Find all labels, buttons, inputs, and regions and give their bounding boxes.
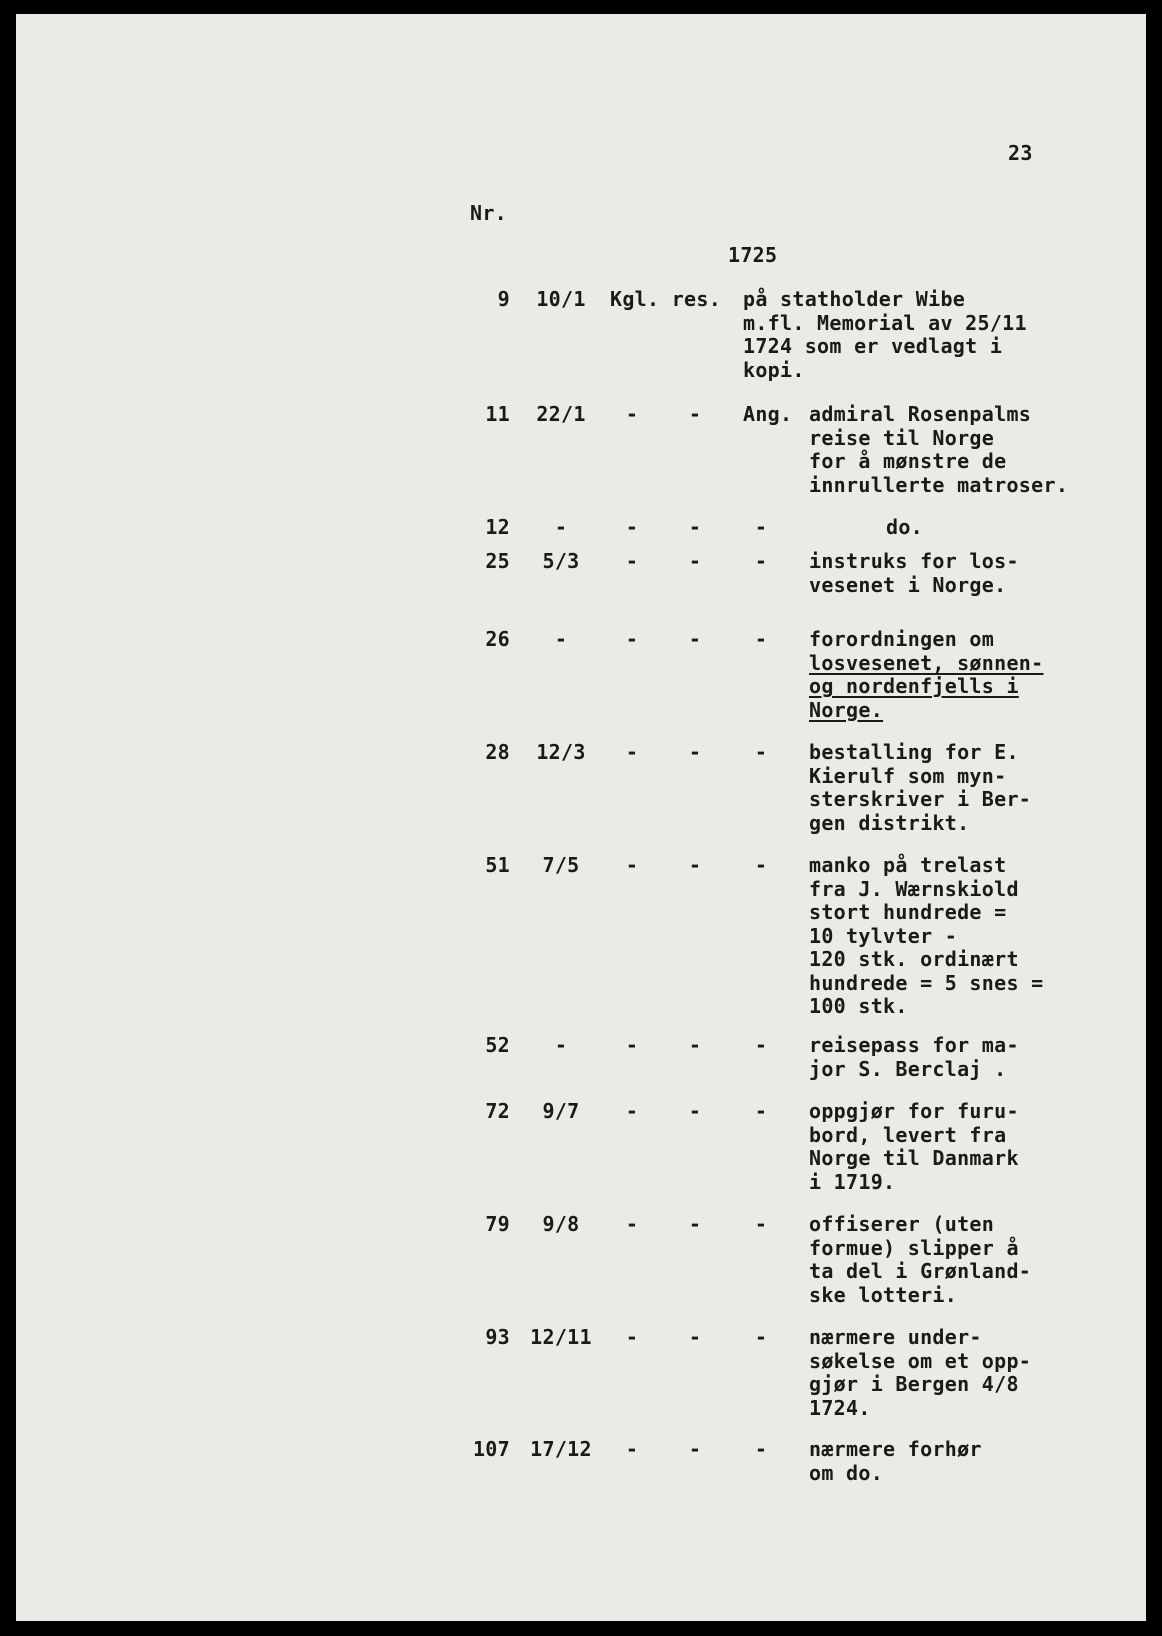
ditto-mark: -: [625, 1099, 639, 1123]
entry-description: offiserer (uten formue) slipper å ta del i Grønland- ske lotteri.: [809, 1212, 1032, 1307]
ditto-mark: -: [688, 1437, 702, 1461]
page-number: 23: [1008, 141, 1033, 165]
ditto-mark: -: [754, 549, 768, 573]
ditto-mark: -: [754, 515, 768, 539]
ditto-mark: -: [625, 515, 639, 539]
ditto-mark: -: [625, 402, 639, 426]
entry-number: 93: [485, 1325, 510, 1349]
entry-subtype: Ang.: [743, 402, 793, 426]
entry-number: 72: [485, 1099, 510, 1123]
entry-date: 9/8: [542, 1212, 580, 1236]
entry-number: 28: [485, 740, 510, 764]
ditto-mark: -: [754, 853, 768, 877]
entry-date: -: [554, 627, 568, 651]
entry-date: -: [554, 1033, 568, 1057]
entry-description: manko på trelast fra J. Wærnskiold stort hundrede = 10 tylvter - 120 stk. ordinært hundrede = 5 snes = 100 stk.: [809, 853, 1044, 1018]
entry-number: 25: [485, 549, 510, 573]
ditto-mark: -: [754, 1033, 768, 1057]
ditto-mark: -: [625, 549, 639, 573]
ditto-mark: -: [754, 1212, 768, 1236]
ditto-mark: -: [754, 1437, 768, 1461]
entry-type: Kgl. res.: [610, 287, 722, 311]
ditto-mark: -: [688, 1033, 702, 1057]
entry-description: do.: [886, 515, 924, 539]
entry-date: 5/3: [542, 549, 580, 573]
entry-number: 79: [485, 1212, 510, 1236]
entry-description: forordningen om losvesenet, sønnen- og nordenfjells i Norge.: [809, 627, 1044, 722]
ditto-mark: -: [688, 1212, 702, 1236]
entry-number: 9: [497, 287, 510, 311]
ditto-mark: -: [625, 1033, 639, 1057]
entry-date: 9/7: [542, 1099, 580, 1123]
entry-description: nærmere forhør om do.: [809, 1437, 982, 1485]
entry-description: admiral Rosenpalms reise til Norge for å mønstre de innrullerte matroser.: [809, 402, 1069, 497]
entry-description: bestalling for E. Kierulf som myn- sterskriver i Ber- gen distrikt.: [809, 740, 1032, 835]
ditto-mark: -: [625, 627, 639, 651]
entry-date: -: [554, 515, 568, 539]
entry-number: 12: [485, 515, 510, 539]
ditto-mark: -: [688, 740, 702, 764]
ditto-mark: -: [625, 1212, 639, 1236]
entry-date: 12/3: [536, 740, 586, 764]
year-heading: 1725: [728, 243, 778, 267]
entry-description: på statholder Wibe m.fl. Memorial av 25/11 1724 som er vedlagt i kopi.: [743, 287, 1027, 382]
ditto-mark: -: [688, 402, 702, 426]
ditto-mark: -: [625, 1437, 639, 1461]
entry-number: 11: [485, 402, 510, 426]
ditto-mark: -: [688, 515, 702, 539]
entry-date: 10/1: [536, 287, 586, 311]
ditto-mark: -: [754, 1099, 768, 1123]
column-header-nr: Nr.: [470, 201, 508, 225]
ditto-mark: -: [625, 1325, 639, 1349]
entry-number: 52: [485, 1033, 510, 1057]
ditto-mark: -: [754, 627, 768, 651]
entry-date: 17/12: [530, 1437, 592, 1461]
entry-date: 22/1: [536, 402, 586, 426]
entry-description: nærmere under- søkelse om et opp- gjør i Bergen 4/8 1724.: [809, 1325, 1032, 1420]
ditto-mark: -: [688, 1099, 702, 1123]
entry-date: 7/5: [542, 853, 580, 877]
entry-number: 107: [472, 1437, 510, 1461]
ditto-mark: -: [625, 740, 639, 764]
document-page: [16, 14, 1146, 1621]
ditto-mark: -: [754, 740, 768, 764]
ditto-mark: -: [688, 853, 702, 877]
ditto-mark: -: [754, 1325, 768, 1349]
ditto-mark: -: [625, 853, 639, 877]
ditto-mark: -: [688, 549, 702, 573]
entry-description: oppgjør for furu- bord, levert fra Norge til Danmark i 1719.: [809, 1099, 1019, 1194]
ditto-mark: -: [688, 627, 702, 651]
entry-date: 12/11: [530, 1325, 592, 1349]
ditto-mark: -: [688, 1325, 702, 1349]
entry-description: reisepass for ma- jor S. Berclaj .: [809, 1033, 1019, 1081]
entry-description: instruks for los- vesenet i Norge.: [809, 549, 1019, 597]
entry-number: 51: [485, 853, 510, 877]
entry-number: 26: [485, 627, 510, 651]
